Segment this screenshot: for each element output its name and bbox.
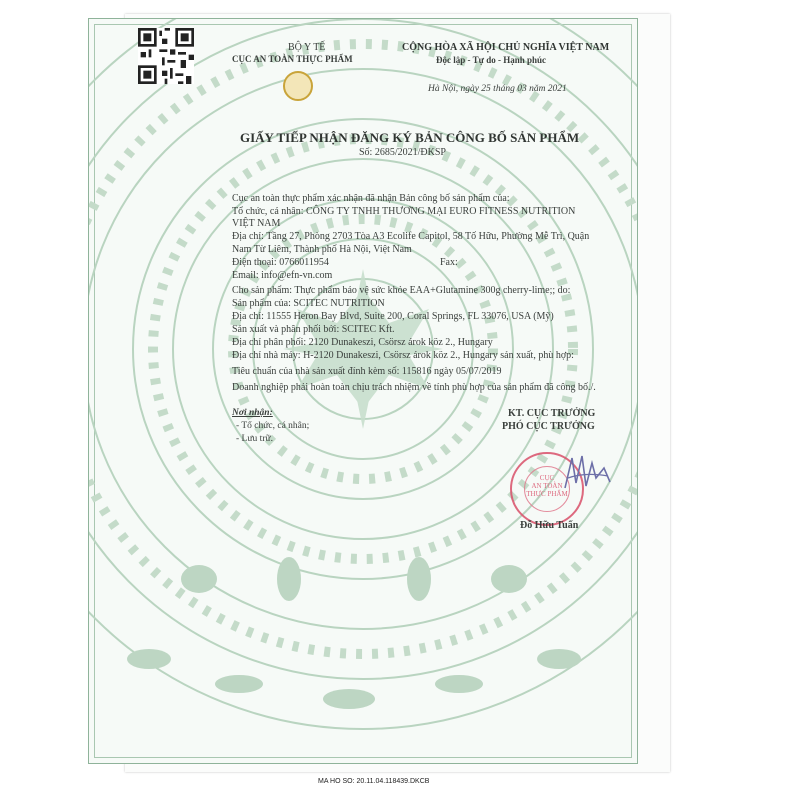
- ministry-name: BỘ Y TẾ: [288, 42, 326, 53]
- signer-deputy-role: PHÓ CỤC TRƯỞNG: [502, 421, 595, 432]
- email-line: Email: info@efn-vn.com: [232, 270, 333, 281]
- product-address-line: Địa chỉ: 11555 Heron Bay Blvd, Suite 200, Coral Springs, FL 33076, USA (Mỹ): [232, 311, 554, 322]
- ministry-logo: [283, 71, 313, 101]
- republic-heading: CỘNG HÒA XÃ HỘI CHỦ NGHĨA VIỆT NAM: [402, 42, 610, 53]
- manufacturer-line: Sản xuất và phân phối bởi: SCITEC Kft.: [232, 324, 395, 335]
- document-number: Số: 2685/2021/ĐKSP: [359, 147, 446, 158]
- phone-line: Điện thoại: 0766011954: [232, 257, 329, 268]
- organization-line-cont: VIỆT NAM: [232, 218, 281, 229]
- product-line: Cho sản phẩm: Thực phẩm bảo vệ sức khỏe EAA+Glutamine 300g cherry-lime;; do:: [232, 285, 571, 296]
- responsibility-line: Doanh nghiệp phải hoàn toàn chịu trách nhiệm về tính phù hợp của sản phẩm đã công bố./.: [232, 382, 596, 393]
- product-owner-line: Sản phẩm của: SCITEC NUTRITION: [232, 298, 385, 309]
- distributor-address-line: Địa chỉ phân phối: 2120 Dunakeszi, Csörsz árok köz 2., Hungary: [232, 337, 493, 348]
- factory-address-line: Địa chỉ nhà máy: H-2120 Dunakeszi, Csörsz árok köz 2., Hungary sản xuất, phù hợp:: [232, 350, 574, 361]
- department-name: CỤC AN TOÀN THỰC PHẨM: [232, 54, 353, 64]
- signer-role: KT. CỤC TRƯỞNG: [508, 408, 596, 419]
- seal-text: CỤC: [539, 474, 555, 482]
- recipient-item: - Tổ chức, cá nhân;: [236, 421, 310, 431]
- body-line: Cục an toàn thực phẩm xác nhận đã nhận Bản công bố sản phẩm của:: [232, 193, 510, 204]
- fax-line: Fax:: [440, 257, 458, 268]
- signature-scribble: [560, 448, 620, 508]
- dossier-code: MA HO SO: 20.11.04.118439.DKCB: [318, 778, 430, 785]
- organization-line: Tổ chức, cá nhân: CÔNG TY TNHH THƯƠNG MẠI EURO FITNESS NUTRITION: [232, 206, 576, 217]
- national-motto: Độc lập - Tự do - Hạnh phúc: [436, 55, 547, 65]
- address-line: Địa chỉ: Tầng 27, Phòng 2703 Tòa A3 Ecolife Capitol, 58 Tố Hữu, Phường Mễ Trì, Quận: [232, 231, 590, 242]
- address-line-cont: Nam Từ Liêm, Thành phố Hà Nội, Việt Nam: [232, 244, 412, 255]
- qr-code: [138, 28, 194, 84]
- seal-text: THỰC PHẨM: [526, 490, 568, 498]
- seal-text: AN TOÀN: [531, 482, 563, 490]
- place-date: Hà Nội, ngày 25 tháng 03 năm 2021: [428, 84, 567, 94]
- recipients-heading: Nơi nhận:: [232, 408, 273, 418]
- document-title: GIẤY TIẾP NHẬN ĐĂNG KÝ BẢN CÔNG BỐ SẢN PHẨM: [240, 130, 580, 145]
- recipient-item: - Lưu trữ.: [236, 434, 273, 444]
- signer-name: Đỗ Hữu Tuấn: [520, 520, 579, 531]
- standard-line: Tiêu chuẩn của nhà sản xuất đính kèm số: 115816 ngày 05/07/2019: [232, 366, 502, 377]
